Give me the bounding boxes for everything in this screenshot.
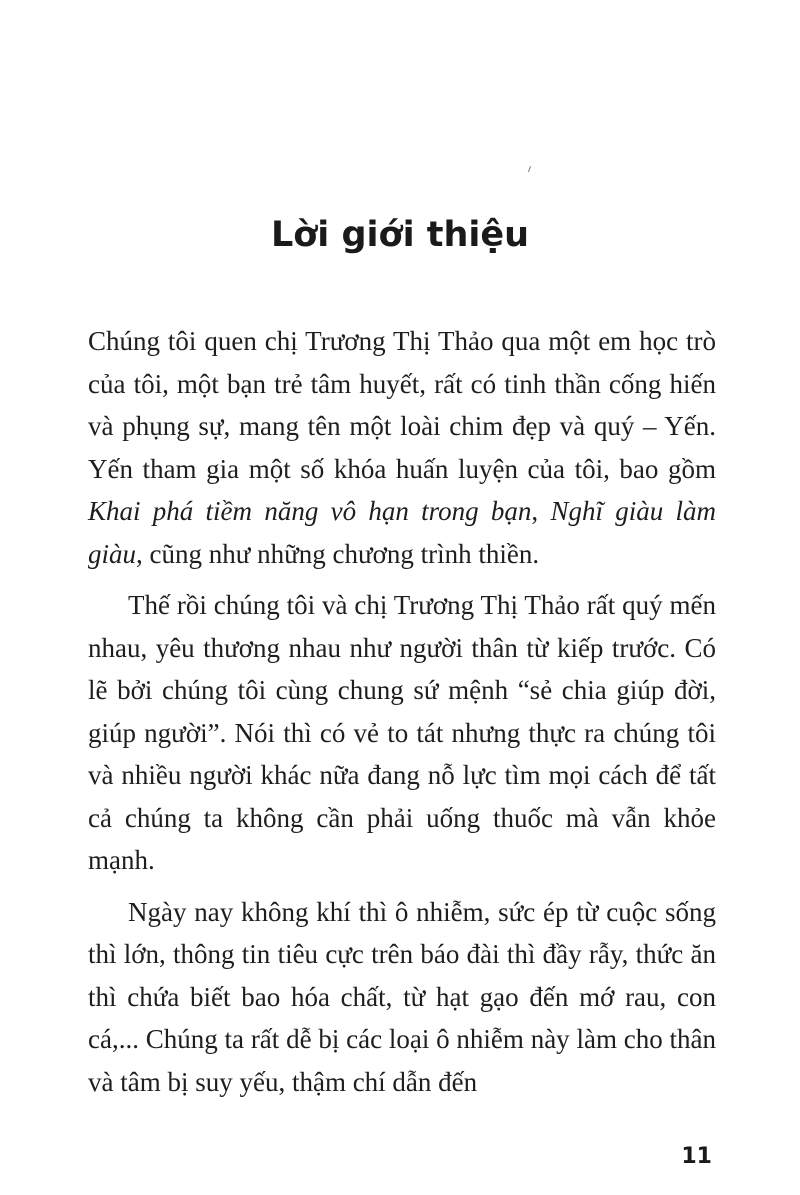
paragraph-text: Thế rồi chúng tôi và chị Trương Thị Thảo rất quý mến nhau, yêu thương nhau như người thân từ kiếp trước. Có lẽ bởi chúng tôi cùng chung sứ mệnh “sẻ chia giúp đời, giúp người”. Nói thì có vẻ to tát nhưng thực ra chúng tôi và nhiều người khác nữa đang nỗ lực tìm mọi cách để tất cả chúng ta không cần phải uống thuốc mà vẫn khỏe mạnh. [88,590,716,875]
page-title: Lời giới thiệu [270,215,530,256]
body-text [88,320,716,1103]
paragraph-2 [88,584,716,882]
paragraph-text: , [531,496,551,526]
paragraph-text: , cũng như những chương trình thiền. [136,538,540,569]
paragraph-3 [88,891,716,1104]
paragraph-text: Chúng tôi quen chị Trương Thị Thảo qua một em học trò của tôi, một bạn trẻ tâm huyết, rất có tinh thần cống hiến và phụng sự, mang tên một loài chim đẹp và quý – Yến. Yến tham gia một số khóa huấn luyện của tôi, bao gồm [88,326,716,484]
paragraph-1 [88,320,716,575]
page-number: 11 [681,1144,712,1169]
italic-title-text: Khai phá tiềm năng vô hạn trong bạn [88,496,532,526]
stray-mark [528,166,531,172]
italic-title-text: Nghĩ giàu làm giàu [88,496,716,569]
paragraph-text: Ngày nay không khí thì ô nhiễm, sức ép từ cuộc sống thì lớn, thông tin tiêu cực trên báo đài thì đầy rẫy, thức ăn thì chứa biết bao hóa chất, từ hạt gạo đến mớ rau, con cá,... Chúng ta rất dễ bị các loại ô nhiễm này làm cho thân và tâm bị suy yếu, thậm chí dẫn đến [88,896,716,1097]
